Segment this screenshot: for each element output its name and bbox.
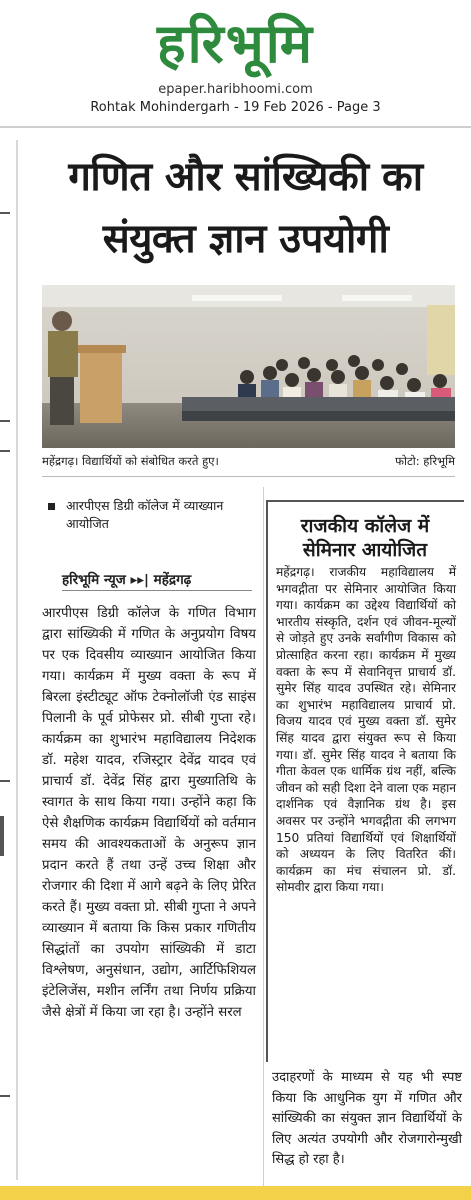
column-divider — [263, 487, 264, 1192]
sidebar-headline-line-1: राजकीय कॉलेज में — [300, 515, 430, 537]
article-body — [42, 603, 256, 1023]
article-headline — [20, 146, 471, 270]
photo-credit: फोटो: हरिभूमि — [395, 454, 455, 468]
bullet-icon — [48, 503, 55, 510]
photo-caption-row — [42, 454, 455, 474]
sidebar-headline-line-2: सेमिनार आयोजित — [302, 539, 428, 561]
sidebar-body — [276, 564, 456, 896]
article-continuation-text: उदाहरणों के माध्यम से यह भी स्पष्ट किया कि आधुनिक युग में गणित और सांख्यिकी का संयुक्त ज्ञान विद्यार्थियों के लिए अत्यंत उपयोगी और रोजगारोन्मुखी सिद्ध हो रहा है। — [272, 1070, 462, 1167]
article-continuation — [272, 1068, 462, 1171]
epaper-url[interactable]: epaper.haribhoomi.com — [158, 82, 313, 97]
masthead-divider — [0, 126, 471, 128]
kicker-text: आरपीएस डिग्री कॉलेज में व्याख्यान आयोजित — [66, 498, 224, 531]
article-photo — [42, 285, 455, 448]
byline-divider — [62, 590, 252, 591]
sidebar-body-text: महेंद्रगढ़। राजकीय महाविद्यालय में भगवद्गीता पर सेमिनार आयोजित किया गया। कार्यक्रम का उद्देश्य विद्यार्थियों को भारतीय संस्कृति, दर्शन एवं जीवन-मूल्यों से जोड़ते हुए उनके सर्वांगीण विकास को प्रोत्साहित करना रहा। कार्यक्रम में मुख्य वक्ता के रूप में सेवानिवृत्त प्राचार्य डॉ. सुमेर सिंह यादव उपस्थित रहे। सेमिनार का शुभारंभ महाविद्यालय प्राचार्य प्रो. विजय यादव एवं मुख्य वक्ता डॉ. सुमेर सिंह यादव द्वारा संयुक्त रूप से किया गया। डॉ. सुमेर सिंह यादव ने बताया कि गीता केवल एक धार्मिक ग्रंथ नहीं, बल्कि जीवन को सही दिशा देने वाला एक महान दार्शनिक एवं वैज्ञानिक ग्रंथ है। इस अवसर पर उन्होंने भगवद्गीता की लगभग 150 प्रतियां विद्यार्थियों एवं शिक्षार्थियों को अध्ययन के लिए वितरित कीं। कार्यक्रम का मंच संचालन प्रो. डॉ. सोमवीर द्वारा किया गया। — [276, 565, 456, 895]
left-column-divider — [16, 140, 18, 1180]
headline-line-2: संयुक्त ज्ञान उपयोगी — [102, 216, 389, 262]
masthead — [0, 0, 471, 128]
article-body-text: आरपीएस डिग्री कॉलेज के गणित विभाग द्वारा सांख्यिकी में गणित के अनुप्रयोग विषय पर एक दिवसीय व्याख्यान आयोजित किया गया। कार्यक्रम में मुख्य वक्ता के रूप में बिरला इंस्टीट्यूट ऑफ टेक्नोलॉजी एंड साइंस पिलानी के पूर्व प्रोफेसर प्रो. सीबी गुप्ता रहे। कार्यक्रम का शुभारंभ महाविद्यालय निदेशक डॉ. महेश यादव, रजिस्ट्रार देवेंद्र यादव एवं प्राचार्य डॉ. देवेंद्र सिंह द्वारा मुख्यातिथि के स्वागत के साथ किया गया। उन्होंने कहा कि ऐसे शैक्षणिक कार्यक्रम विद्यार्थियों को वर्तमान समय की आवश्यकताओं के अनुरूप ज्ञान प्रदान करते हैं तथा उन्हें उच्च शिक्षा और रोजगार की दिशा में आगे बढ़ने के लिए प्रेरित करते हैं। मुख्य वक्ता प्रो. सीबी गुप्ता ने अपने व्याख्यान में बताया कि किस प्रकार गणितीय सिद्धांतों का उपयोग सांख्यिकी में डाटा विश्लेषण, अनुसंधान, उद्योग, आर्टिफिशियल इंटेलिजेंस, मशीन लर्निंग तथा निर्णय प्रक्रिया जैसे क्षेत्रों में किया जा रहा है। उन्होंने सरल — [42, 606, 256, 1020]
edition-info: Rohtak Mohindergarh - 19 Feb 2026 - Page 3 — [90, 100, 381, 115]
caption-divider — [42, 476, 455, 477]
headline-line-1: गणित और सांख्यिकी का — [68, 154, 423, 200]
bottom-color-strip — [0, 1186, 471, 1200]
adjacent-article-fragment — [0, 140, 16, 1180]
sidebar-headline — [270, 514, 460, 562]
article-byline: हरिभूमि न्यूज ▸▸| महेंद्रगढ़ — [62, 572, 192, 588]
lecture-hall-photo — [42, 285, 455, 448]
photo-caption: महेंद्रगढ़। विद्यार्थियों को संबोधित करते हुए। — [42, 454, 219, 468]
newspaper-logo: हरिभूमि — [157, 11, 314, 75]
